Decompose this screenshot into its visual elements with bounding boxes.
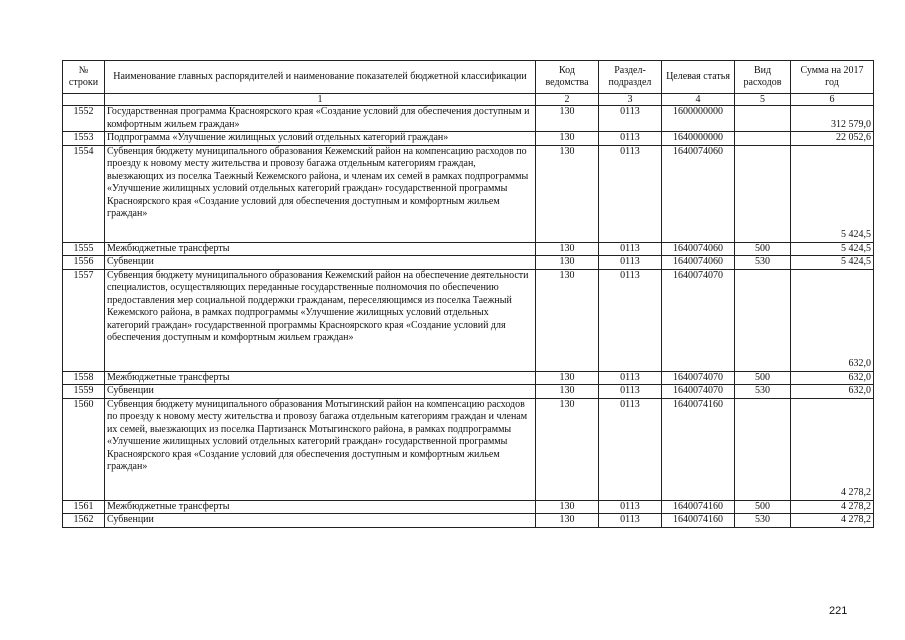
row-expense-type: 500	[735, 371, 791, 385]
row-section: 0113	[599, 132, 662, 146]
row-number: 1556	[63, 256, 105, 270]
table-row	[63, 371, 874, 385]
budget-table	[62, 60, 874, 528]
row-section: 0113	[599, 371, 662, 385]
row-dept-code: 130	[536, 256, 599, 270]
row-dept-code: 130	[536, 514, 599, 528]
row-number: 1559	[63, 385, 105, 399]
table-row	[63, 269, 874, 371]
row-target: 1640074070	[662, 371, 735, 385]
row-section: 0113	[599, 398, 662, 500]
row-target: 1640074070	[662, 269, 735, 371]
row-target: 1640074060	[662, 242, 735, 256]
row-expense-type	[735, 145, 791, 242]
row-target: 1640074060	[662, 145, 735, 242]
row-number: 1555	[63, 242, 105, 256]
row-sum: 312 579,0	[791, 106, 874, 132]
row-expense-type: 500	[735, 242, 791, 256]
row-number: 1552	[63, 106, 105, 132]
row-sum: 4 278,2	[791, 398, 874, 500]
row-target: 1640074060	[662, 256, 735, 270]
row-section: 0113	[599, 242, 662, 256]
row-expense-type	[735, 106, 791, 132]
row-dept-code: 130	[536, 500, 599, 514]
row-dept-code: 130	[536, 398, 599, 500]
column-index: 3	[599, 94, 662, 106]
row-target: 1640074160	[662, 514, 735, 528]
row-dept-code: 130	[536, 385, 599, 399]
table-row	[63, 256, 874, 270]
column-index-row	[63, 94, 874, 106]
header-name: Наименование главных распорядителей и наименование показателей бюджетной классификации	[105, 61, 536, 94]
column-index: 5	[735, 94, 791, 106]
table-body	[63, 106, 874, 528]
row-sum: 632,0	[791, 385, 874, 399]
row-name: Субвенция бюджету муниципального образования Кежемский район на обеспечение деятельности специалистов, осуществляющих переданные государственные полномочия по обеспечению предоставления мер социальной поддержки гражданам, переселяющимся из поселка Таежный Кежемского района, в рамках подпрограммы «Улучшение жилищных условий отдельных категорий граждан» государственной программы Красноярского края «Создание условий для обеспечения доступным и комфортным жильем граждан»	[105, 269, 536, 371]
table-row	[63, 500, 874, 514]
row-number: 1553	[63, 132, 105, 146]
page-number: 221	[829, 605, 848, 617]
header-section: Раздел-подраздел	[599, 61, 662, 94]
row-name: Субвенция бюджету муниципального образования Мотыгинский район на компенсацию расходов по проезду к новому месту жительства и провозу багажа отдельным категориям граждан и членам их семей, выезжающих из поселка Партизанск Мотыгинского района, в рамках подпрограммы «Улучшение жилищных условий отдельных категорий граждан» государственной программы Красноярского края «Создание условий для обеспечения доступным и комфортным жильем граждан»	[105, 398, 536, 500]
header-row-no: № строки	[63, 61, 105, 94]
row-dept-code: 130	[536, 371, 599, 385]
row-sum: 5 424,5	[791, 242, 874, 256]
row-sum: 632,0	[791, 371, 874, 385]
row-name: Государственная программа Красноярского края «Создание условий для обеспечения доступным и комфортным жильем граждан»	[105, 106, 536, 132]
row-section: 0113	[599, 269, 662, 371]
row-target: 1600000000	[662, 106, 735, 132]
column-index: 6	[791, 94, 874, 106]
row-name: Подпрограмма «Улучшение жилищных условий отдельных категорий граждан»	[105, 132, 536, 146]
row-name: Межбюджетные трансферты	[105, 500, 536, 514]
table-row	[63, 145, 874, 242]
table-row	[63, 242, 874, 256]
row-sum: 22 052,6	[791, 132, 874, 146]
row-dept-code: 130	[536, 242, 599, 256]
header-expense-type: Вид расходов	[735, 61, 791, 94]
row-target: 1640074160	[662, 398, 735, 500]
row-name: Межбюджетные трансферты	[105, 242, 536, 256]
row-number: 1557	[63, 269, 105, 371]
row-expense-type	[735, 269, 791, 371]
row-number: 1554	[63, 145, 105, 242]
row-target: 1640074160	[662, 500, 735, 514]
row-sum: 4 278,2	[791, 514, 874, 528]
row-dept-code: 130	[536, 269, 599, 371]
row-sum: 5 424,5	[791, 256, 874, 270]
row-section: 0113	[599, 385, 662, 399]
row-section: 0113	[599, 500, 662, 514]
column-index: 2	[536, 94, 599, 106]
row-section: 0113	[599, 145, 662, 242]
row-number: 1560	[63, 398, 105, 500]
row-name: Субвенции	[105, 385, 536, 399]
table-row	[63, 514, 874, 528]
column-index	[63, 94, 105, 106]
header-target: Целевая статья	[662, 61, 735, 94]
row-number: 1562	[63, 514, 105, 528]
row-expense-type: 530	[735, 514, 791, 528]
header-sum: Сумма на 2017 год	[791, 61, 874, 94]
row-name: Субвенция бюджету муниципального образования Кежемский район на компенсацию расходов по проезду к новому месту жительства и провозу багажа отдельным категориям граждан, выезжающих из поселка Таежный Кежемского района, и членам их семей в рамках подпрограммы «Улучшение жилищных условий отдельных категорий граждан» государственной программы Красноярского края «Создание условий для обеспечения доступным и комфортным жильем граждан»	[105, 145, 536, 242]
row-expense-type	[735, 132, 791, 146]
row-section: 0113	[599, 106, 662, 132]
row-number: 1558	[63, 371, 105, 385]
row-dept-code: 130	[536, 132, 599, 146]
row-dept-code: 130	[536, 106, 599, 132]
row-target: 1640074070	[662, 385, 735, 399]
row-dept-code: 130	[536, 145, 599, 242]
row-section: 0113	[599, 514, 662, 528]
row-name: Субвенции	[105, 514, 536, 528]
row-sum: 4 278,2	[791, 500, 874, 514]
row-target: 1640000000	[662, 132, 735, 146]
column-index: 1	[105, 94, 536, 106]
row-expense-type: 530	[735, 385, 791, 399]
table-row	[63, 132, 874, 146]
column-index: 4	[662, 94, 735, 106]
row-number: 1561	[63, 500, 105, 514]
row-sum: 632,0	[791, 269, 874, 371]
row-expense-type: 500	[735, 500, 791, 514]
table-row	[63, 106, 874, 132]
header-row	[63, 61, 874, 94]
table-row	[63, 398, 874, 500]
row-expense-type: 530	[735, 256, 791, 270]
header-dept-code: Код ведомства	[536, 61, 599, 94]
table-row	[63, 385, 874, 399]
row-name: Межбюджетные трансферты	[105, 371, 536, 385]
row-name: Субвенции	[105, 256, 536, 270]
row-sum: 5 424,5	[791, 145, 874, 242]
row-expense-type	[735, 398, 791, 500]
row-section: 0113	[599, 256, 662, 270]
